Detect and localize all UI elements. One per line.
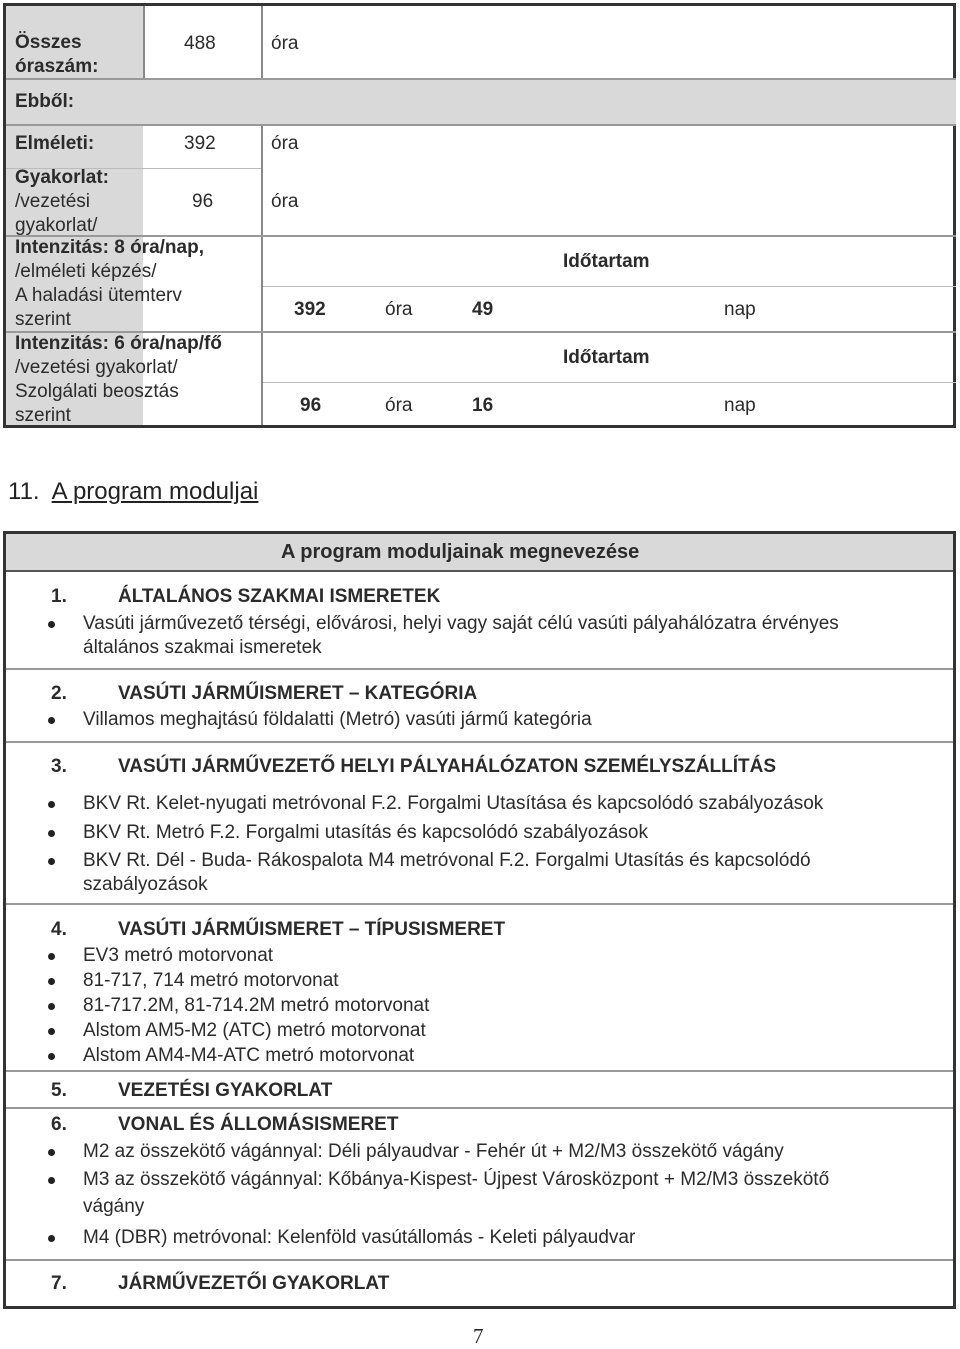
theory-value: 392 — [184, 133, 216, 154]
practice-duration-hours: 96 — [300, 395, 322, 416]
theory-duration-unit: óra — [385, 299, 413, 320]
bullet-icon — [48, 1003, 55, 1010]
practice-value: 96 — [192, 191, 214, 212]
module-name: VASÚTI JÁRMŰISMERET – KATEGÓRIA — [118, 683, 478, 704]
module-title — [51, 919, 505, 941]
intensity-practice-line4: szerint — [15, 405, 71, 426]
of-which-label: Ebből: — [15, 91, 75, 112]
theory-label: Elméleti: — [15, 133, 95, 154]
page-number: 7 — [473, 1324, 484, 1348]
module-number: 4. — [51, 919, 67, 940]
practice-label — [15, 166, 140, 238]
module-title — [51, 1114, 398, 1136]
module-name: VEZETÉSI GYAKORLAT — [118, 1080, 333, 1101]
bullet-icon — [48, 1177, 55, 1184]
duration-label-1: Időtartam — [563, 251, 650, 272]
intensity-theory-line4: szerint — [15, 309, 71, 330]
module-title — [51, 1080, 332, 1102]
bullet-icon — [48, 953, 55, 960]
module-name: VONAL ÉS ÁLLOMÁSISMERET — [118, 1114, 399, 1135]
intensity-theory-line2: /elméleti képzés/ — [15, 261, 157, 282]
bullet-icon — [48, 717, 55, 724]
bullet-icon — [48, 978, 55, 985]
module-name: VASÚTI JÁRMŰISMERET – TÍPUSISMERET — [118, 919, 506, 940]
practice-duration-day-unit: nap — [724, 395, 756, 416]
total-hours-label: Összes óraszám: — [15, 32, 99, 77]
module-title — [51, 1273, 389, 1295]
module-number: 5. — [51, 1080, 67, 1101]
intensity-theory-line3: A haladási ütemterv — [15, 285, 182, 306]
module-title — [51, 586, 440, 608]
bullet-icon — [48, 621, 55, 628]
theory-duration-hours: 392 — [294, 299, 326, 320]
intensity-practice-line2: /vezetési gyakorlat/ — [15, 357, 178, 378]
intensity-theory-label — [15, 236, 204, 332]
module-name: VASÚTI JÁRMŰVEZETŐ HELYI PÁLYAHÁLÓZATON SZEMÉLYSZÁLLÍTÁS — [118, 756, 777, 777]
total-hours-value: 488 — [184, 33, 216, 54]
hours-table — [3, 3, 956, 428]
bullet-icon — [48, 1053, 55, 1060]
section-heading — [8, 478, 258, 506]
module-number: 3. — [51, 756, 67, 777]
section-number: 11. — [8, 478, 40, 505]
bullet-icon — [48, 1149, 55, 1156]
intensity-practice-bold: Intenzitás: 6 óra/nap/fő — [15, 333, 222, 354]
practice-duration-days: 16 — [472, 395, 494, 416]
theory-duration-days: 49 — [472, 299, 494, 320]
bullet-icon — [48, 1235, 55, 1242]
intensity-practice-label — [15, 332, 222, 428]
module-number: 2. — [51, 683, 67, 704]
theory-duration-day-unit: nap — [724, 299, 756, 320]
practice-duration-unit: óra — [385, 395, 413, 416]
modules-header: A program moduljainak megnevezése — [281, 541, 640, 563]
bullet-icon — [48, 858, 55, 865]
practice-label-rest: /vezetési gyakorlat/ — [15, 191, 98, 236]
module-title — [51, 756, 776, 778]
module-name: ÁLTALÁNOS SZAKMAI ISMERETEK — [118, 586, 441, 607]
intensity-theory-bold: Intenzitás: 8 óra/nap, — [15, 237, 204, 258]
duration-label-2: Időtartam — [563, 347, 650, 368]
practice-unit: óra — [271, 191, 299, 212]
module-name: JÁRMŰVEZETŐI GYAKORLAT — [118, 1273, 390, 1294]
modules-table: A program moduljainak megnevezése 1. ÁLTALÁNOS SZAKMAI ISMERETEK Vasúti járművezető térségi, elővárosi, helyi vagy saját célú vasúti pályahálózatra érvényes általános szakmai ismeretek 2. VASÚTI JÁRMŰISMERET – KATEGÓRIA Villamos meghajtású földalatti (Metró) vasúti jármű kategória 3. VASÚTI JÁRMŰVEZETŐ HELYI PÁLYAHÁLÓZATON SZEMÉLYSZÁLLÍTÁS BKV Rt. Kelet-nyugati metróvonal F.2. Forgalmi Utasítása és kapcsolódó szabályozások BKV Rt. Metró F.2. Forgalmi utasítás és kapcsolódó szabályozások BKV Rt. Dél - Buda- Rákospalota M4 metróvonal F.2. Forgalmi Utasítás és kapcsolódó szabályozások 4. VASÚTI JÁRMŰISMERET – TÍPUSISMERET EV3 metró motorvonat 81-717, 714 metró motorvonat 81-717.2M, 81-714.2M metró motorvonat Alstom AM5-M2 (ATC) metró motorvonat Alstom AM4-M4-ATC metró motorvonat 5. VEZETÉSI GYAKORLAT 6. VONAL ÉS ÁLLOMÁSISMERET M2 az összekötő vágánnyal: Déli pályaudvar - Fehér út + M2/M3 összekötő vágány M3 az összekötő vágánnyal: Kőbánya-Kispest- Újpest Városközpont + M2/M3 összekötő vágány M4 (DBR) metróvonal: Kelenföld vasútállomás - Keleti pályaudvar 7. JÁRMŰVEZETŐI GYAKORLAT — [3, 531, 956, 1309]
module-title — [51, 683, 477, 705]
modules-header-row — [6, 534, 953, 572]
module-number: 7. — [51, 1273, 67, 1294]
practice-label-bold: Gyakorlat: — [15, 167, 109, 188]
bullet-icon — [48, 830, 55, 837]
total-hours-unit: óra — [271, 33, 299, 54]
section-title: A program moduljai — [51, 478, 259, 505]
bullet-icon — [48, 1028, 55, 1035]
module-number: 1. — [51, 586, 67, 607]
module-number: 6. — [51, 1114, 67, 1135]
bullet-icon — [48, 801, 55, 808]
theory-unit: óra — [271, 133, 299, 154]
intensity-practice-line3: Szolgálati beosztás — [15, 381, 179, 402]
